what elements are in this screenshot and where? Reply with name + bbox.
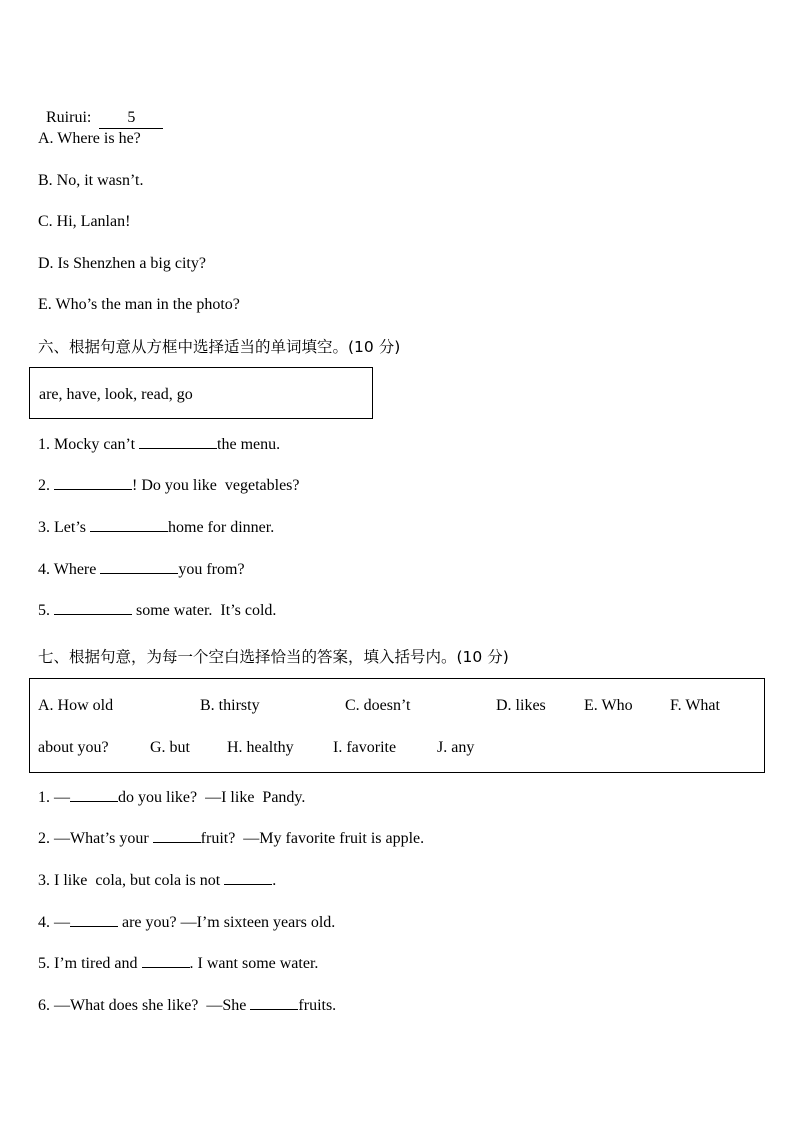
question [38,432,280,455]
question-text: . [272,872,277,889]
question-text: ! Do you like vegetables? [132,477,300,494]
question-text: 4. Where [38,561,101,578]
question [38,473,300,496]
question-text: do you like? —I like Pandy. [118,789,306,806]
answer-blank [99,108,163,129]
answer-blank[interactable] [224,868,272,885]
section-6-heading: 六、根据句意从方框中选择适当的单词填空。(10 分) [38,338,401,356]
answer-blank[interactable] [54,473,132,490]
question [38,868,276,891]
question [38,785,305,808]
section-7-heading: 七、根据句意，为每一个空白选择恰当的答案，填入括号内。(10 分) [38,648,509,666]
option: about you? [38,739,109,756]
question-text: are you? —I’m sixteen years old. [118,914,336,931]
question-text: some water. It’s cold. [132,602,277,619]
question-text: 3. I like cola, but cola is not [38,872,225,889]
answer-blank[interactable] [153,826,201,843]
option: D. likes [496,697,546,714]
options-box [29,678,765,773]
question-text: 3. Let’s [38,519,90,536]
question-text: 1. — [38,789,70,806]
option: H. healthy [227,739,294,756]
word-box [29,367,373,419]
question-text: 5. [38,602,54,619]
speaker-name: Ruirui: [46,109,92,126]
dialogue-option: C. Hi, Lanlan! [38,213,131,230]
question [38,515,274,538]
dialogue-speaker-line [38,88,163,129]
word-box-text: are, have, look, read, go [39,386,193,403]
answer-blank[interactable] [70,910,118,927]
dialogue-option: B. No, it wasn’t. [38,172,144,189]
question [38,993,336,1016]
answer-number: 5 [127,109,136,126]
answer-blank[interactable] [90,515,168,532]
dialogue-option: D. Is Shenzhen a big city? [38,255,206,272]
question [38,951,318,974]
question-text: . I want some water. [189,955,319,972]
question-text: 5. I’m tired and [38,955,142,972]
answer-blank[interactable] [70,785,118,802]
answer-blank[interactable] [54,598,132,615]
option: E. Who [584,697,633,714]
answer-blank[interactable] [250,993,298,1010]
question-text: home for dinner. [168,519,275,536]
question-text: 4. — [38,914,70,931]
option: C. doesn’t [345,697,411,714]
option: B. thirsty [200,697,260,714]
question [38,826,424,849]
dialogue-option: E. Who’s the man in the photo? [38,296,240,313]
option: J. any [437,739,475,756]
question-text: 6. —What does she like? —She [38,997,251,1014]
option: A. How old [38,697,114,714]
question-text: 2. —What’s your [38,830,153,847]
question [38,598,276,621]
question [38,557,245,580]
question-text: 1. Mocky can’t [38,436,140,453]
option: G. but [150,739,190,756]
question [38,910,335,933]
answer-blank[interactable] [139,432,217,449]
question-text: the menu. [217,436,281,453]
option: I. favorite [333,739,397,756]
question-text: you from? [178,561,245,578]
option: F. What [670,697,720,714]
answer-blank[interactable] [142,951,190,968]
question-text: fruits. [298,997,337,1014]
question-text: 2. [38,477,54,494]
dialogue-option: A. Where is he? [38,130,141,147]
question-text: fruit? —My favorite fruit is apple. [200,830,425,847]
answer-blank[interactable] [100,557,178,574]
